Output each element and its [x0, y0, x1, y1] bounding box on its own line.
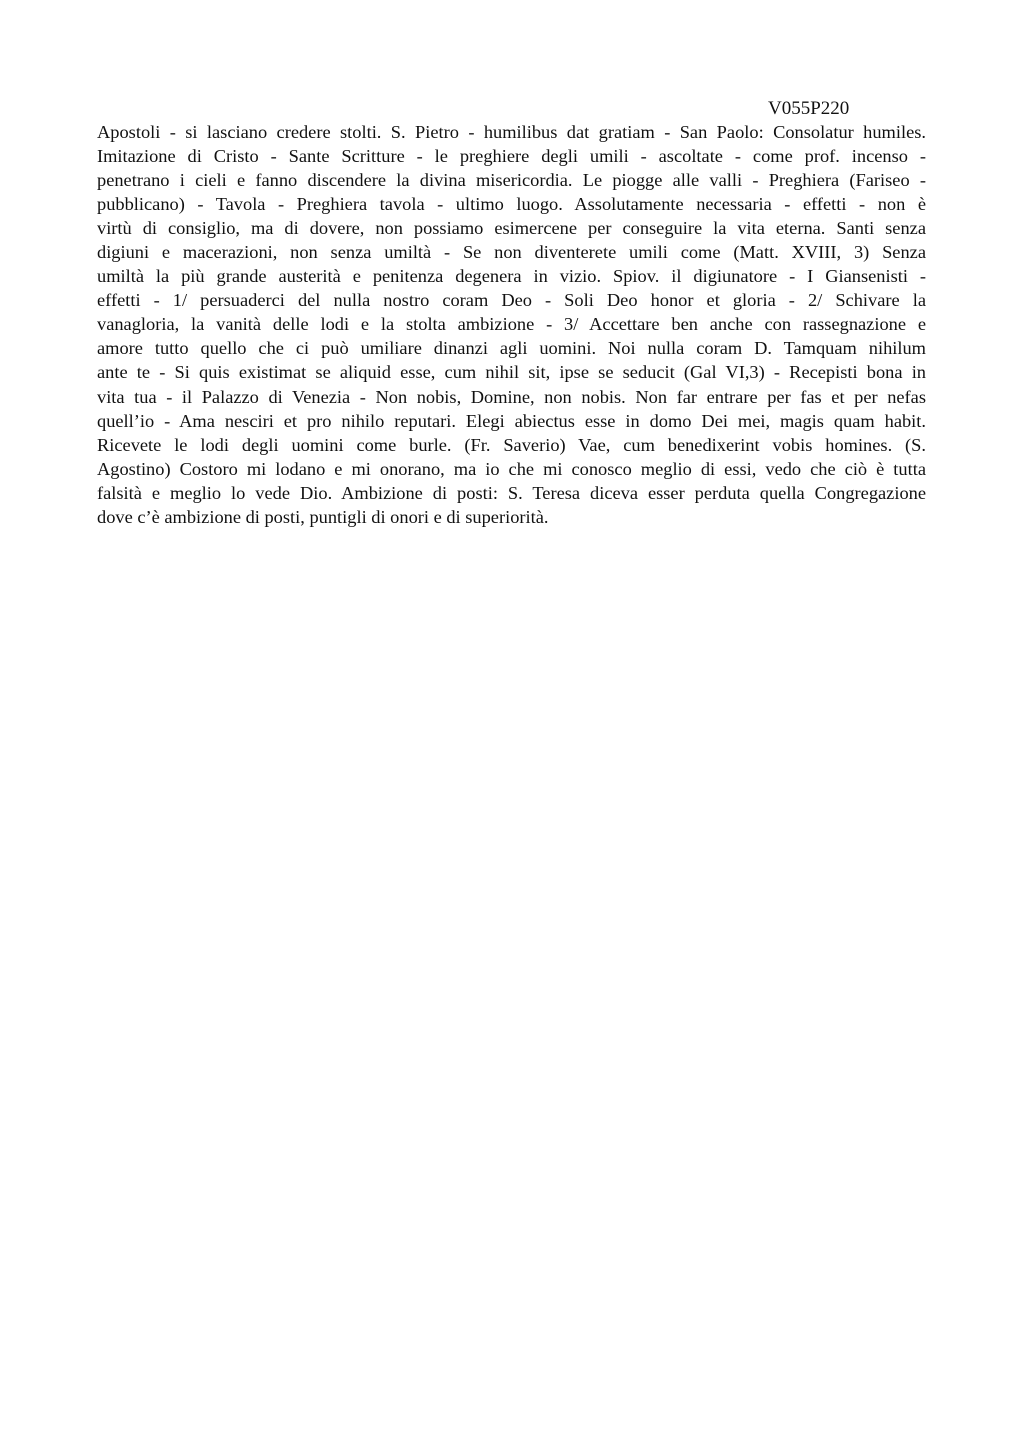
text-line: Ricevete le lodi degli uomini come burle. (Fr. Saverio) Vae, cum benedixerint vobis homines. (S. — [97, 434, 926, 455]
text-line: Imitazione di Cristo - Sante Scritture - le preghiere degli umili - ascoltate - come prof. incenso - — [97, 146, 926, 167]
text-line: Apostoli - si lasciano credere stolti. S. Pietro - humilibus dat gratiam - San Paolo: Consolatur humiles. — [97, 122, 926, 142]
page-identifier: V055P220 — [768, 98, 850, 119]
text-line: vita tua - il Palazzo di Venezia - Non nobis, Domine, non nobis. Non far entrare per fas et per nefas — [97, 386, 926, 407]
text-line: Agostino) Costoro mi lodano e mi onorano, ma io che mi conosco meglio di essi, vedo che ciò è tutta — [97, 458, 926, 479]
text-line: digiuni e macerazioni, non senza umiltà - Se non diventerete umili come (Matt. XVIII, 3) Senza — [97, 242, 926, 263]
text-line: vanagloria, la vanità delle lodi e la stolta ambizione - 3/ Accettare ben anche con rassegnazione e — [97, 314, 926, 335]
text-line: quell’io - Ama nesciri et pro nihilo reputari. Elegi abiectus esse in domo Dei mei, magis quam habit. — [97, 410, 926, 431]
text-line: amore tutto quello che ci può umiliare dinanzi agli uomini. Noi nulla coram D. Tamquam nihilum — [97, 338, 926, 359]
text-line: pubblicano) - Tavola - Preghiera tavola - ultimo luogo. Assolutamente necessaria - effetti - non è — [97, 194, 926, 215]
text-line: virtù di consiglio, ma di dovere, non possiamo esimercene per conseguire la vita eterna. Santi senza — [97, 218, 926, 239]
body-paragraph — [97, 120, 926, 529]
text-line: ante te - Si quis existimat se aliquid esse, cum nihil sit, ipse se seducit (Gal VI,3) - Recepisti bona in — [97, 362, 926, 383]
text-line: falsità e meglio lo vede Dio. Ambizione di posti: S. Teresa diceva esser perduta quella Congregazione — [97, 482, 926, 503]
text-line: effetti - 1/ persuaderci del nulla nostro coram Deo - Soli Deo honor et gloria - 2/ Schivare la — [97, 290, 926, 311]
text-line: dove c’è ambizione di posti, puntigli di onori e di superiorità. — [97, 506, 549, 527]
text-line: penetrano i cieli e fanno discendere la divina misericordia. Le piogge alle valli - Preghiera (Fariseo - — [97, 170, 926, 191]
text-line: umiltà la più grande austerità e penitenza degenera in vizio. Spiov. il digiunatore - I Giansenisti - — [97, 266, 926, 287]
